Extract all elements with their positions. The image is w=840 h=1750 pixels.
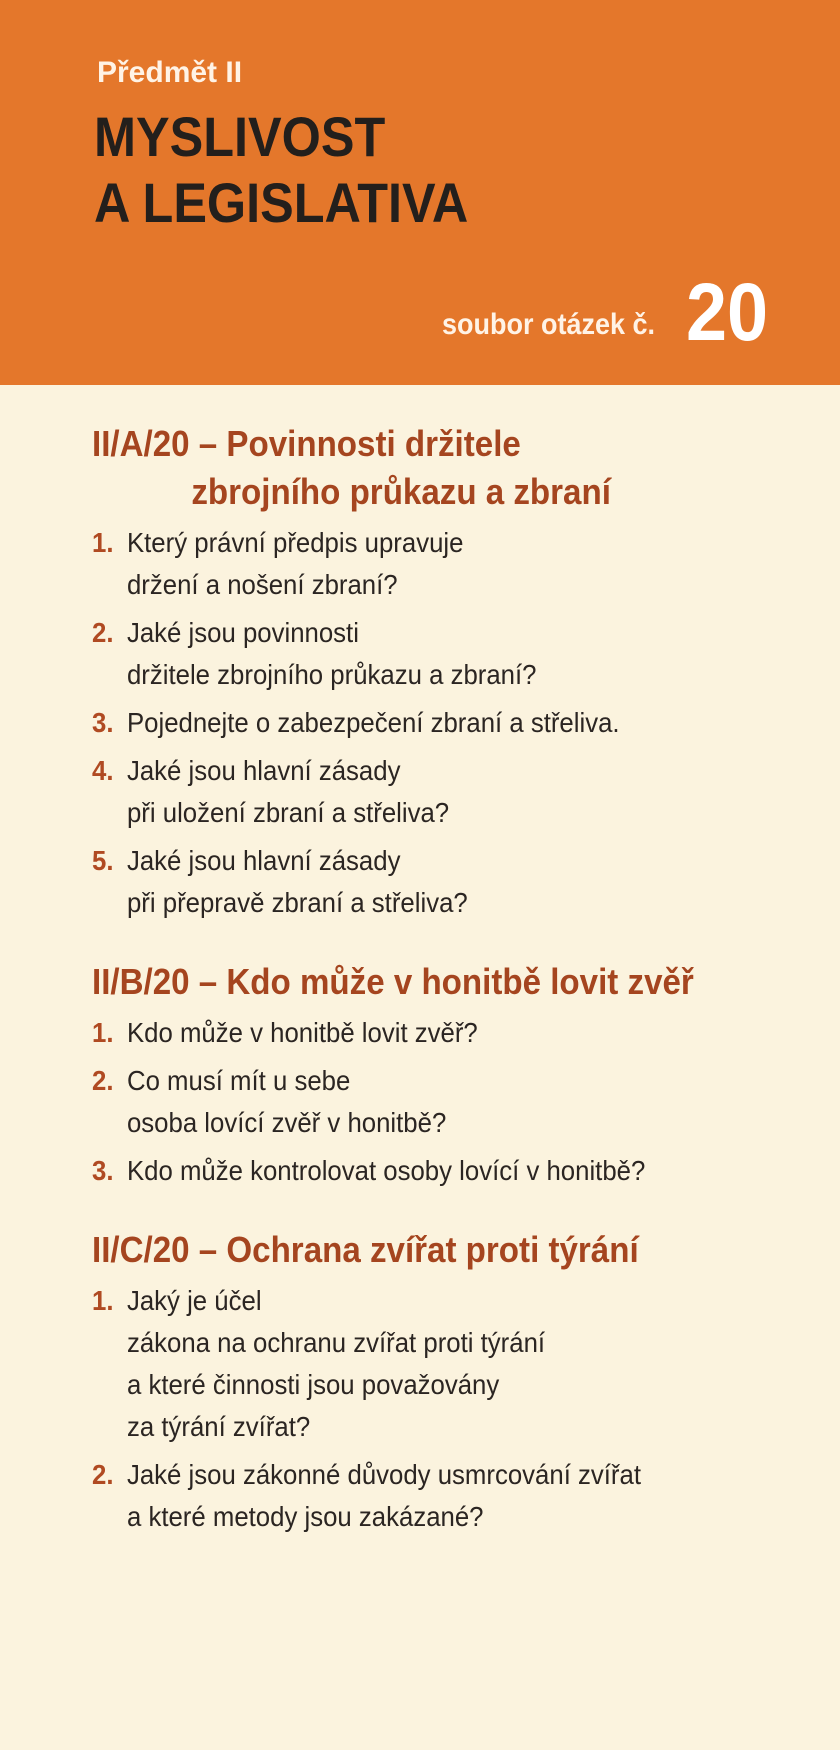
question-text-line: Který právní předpis upravuje bbox=[126, 527, 464, 558]
question-number: 1. bbox=[92, 1285, 114, 1316]
set-number: 20 bbox=[686, 267, 769, 358]
question-number: 2. bbox=[92, 1459, 114, 1490]
section-title bbox=[92, 420, 754, 516]
title-line: MYSLIVOST bbox=[94, 105, 386, 168]
subject-label: Předmět II bbox=[97, 56, 243, 89]
header-band bbox=[0, 0, 840, 385]
question-text-line: za týrání zvířat? bbox=[126, 1411, 311, 1442]
question-text-line: a které činnosti jsou považovány bbox=[126, 1369, 500, 1400]
question-section bbox=[92, 958, 812, 1192]
question-section bbox=[92, 420, 812, 924]
question-number: 1. bbox=[92, 1017, 114, 1048]
question-text-line: Jaké jsou hlavní zásady bbox=[126, 845, 401, 876]
page-title bbox=[94, 104, 468, 236]
question-text-line: Jaké jsou povinnosti bbox=[126, 617, 359, 648]
question-text-line: a které metody jsou zakázané? bbox=[126, 1501, 484, 1532]
question-number: 2. bbox=[92, 617, 114, 648]
question-item bbox=[92, 612, 754, 696]
set-label: soubor otázek č. bbox=[442, 308, 656, 341]
question-text-line: Kdo může v honitbě lovit zvěř? bbox=[126, 1017, 478, 1048]
question-number: 4. bbox=[92, 755, 114, 786]
question-item bbox=[92, 1060, 754, 1144]
question-text-line: při přepravě zbraní a střeliva? bbox=[126, 887, 468, 918]
question-item bbox=[92, 1150, 754, 1192]
section-title bbox=[92, 958, 754, 1006]
question-text-line: Kdo může kontrolovat osoby lovící v honitbě? bbox=[126, 1155, 646, 1186]
question-section bbox=[92, 1226, 812, 1538]
section-title-line: zbrojního průkazu a zbraní bbox=[191, 471, 611, 512]
sections-list bbox=[92, 420, 812, 1572]
question-item bbox=[92, 702, 754, 744]
question-text-line: zákona na ochranu zvířat proti týrání bbox=[126, 1327, 546, 1358]
section-title-line: II/B/20 – Kdo může v honitbě lovit zvěř bbox=[92, 961, 694, 1002]
question-number: 2. bbox=[92, 1065, 114, 1096]
question-item bbox=[92, 1280, 754, 1448]
question-text-line: Pojednejte o zabezpečení zbraní a střeliva. bbox=[126, 707, 620, 738]
question-number: 1. bbox=[92, 527, 114, 558]
question-number: 3. bbox=[92, 1155, 114, 1186]
question-text-line: Jaké jsou hlavní zásady bbox=[126, 755, 401, 786]
question-item bbox=[92, 522, 754, 606]
question-number: 3. bbox=[92, 707, 114, 738]
section-title-line: II/A/20 – Povinnosti držitele bbox=[92, 423, 521, 464]
question-text-line: držení a nošení zbraní? bbox=[126, 569, 398, 600]
title-line: A LEGISLATIVA bbox=[94, 171, 469, 234]
question-text-line: Co musí mít u sebe bbox=[126, 1065, 351, 1096]
question-item bbox=[92, 750, 754, 834]
question-text-line: Jaký je účel bbox=[126, 1285, 262, 1316]
section-title bbox=[92, 1226, 754, 1274]
question-text-line: držitele zbrojního průkazu a zbraní? bbox=[126, 659, 537, 690]
question-text-line: při uložení zbraní a střeliva? bbox=[126, 797, 450, 828]
question-number: 5. bbox=[92, 845, 114, 876]
question-item bbox=[92, 1012, 754, 1054]
question-item bbox=[92, 840, 754, 924]
section-title-line: II/C/20 – Ochrana zvířat proti týrání bbox=[92, 1229, 639, 1270]
question-text-line: osoba lovící zvěř v honitbě? bbox=[126, 1107, 447, 1138]
question-item bbox=[92, 1454, 754, 1538]
question-text-line: Jaké jsou zákonné důvody usmrcování zvířat bbox=[126, 1459, 641, 1490]
